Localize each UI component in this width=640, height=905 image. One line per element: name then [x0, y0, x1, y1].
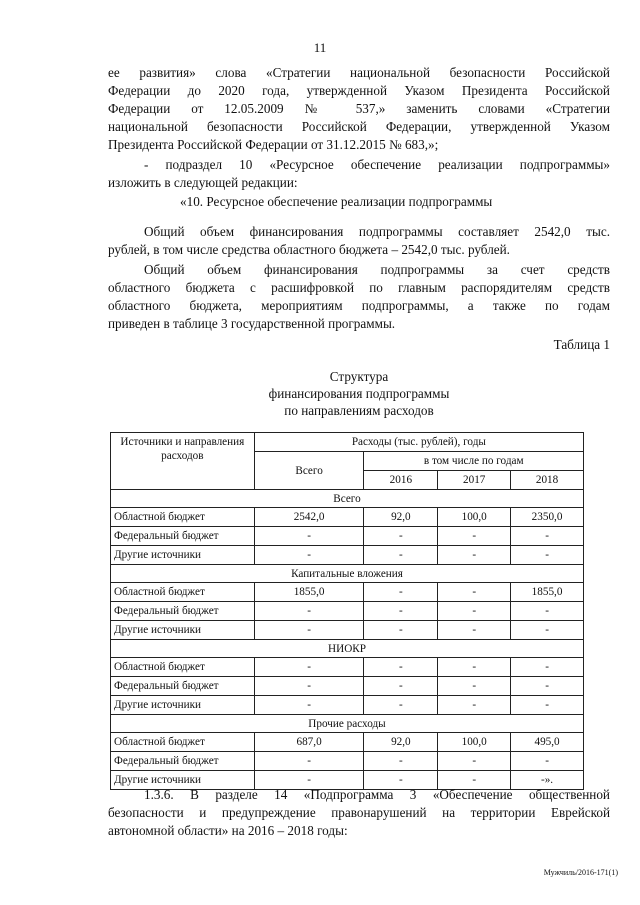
row-label: Федеральный бюджет — [111, 677, 255, 696]
header-year: 2016 — [364, 471, 438, 490]
header-total: Всего — [254, 452, 364, 490]
table-title-line: финансирования подпрограммы — [268, 386, 450, 401]
cell-value: - — [438, 696, 511, 715]
text-line: Федерации до 2020 года, утвержденной Указом Президента Российской — [108, 83, 610, 98]
text-line: приведен в таблице 3 государственной программы. — [108, 316, 396, 331]
text-line: ее развития» слова «Стратегии национальной безопасности Российской — [108, 65, 610, 80]
text-line: Общий объем финансирования подпрограммы составляет 2542,0 тыс. — [144, 224, 610, 239]
financing-table — [110, 432, 584, 790]
table-title-line: по направлениям расходов — [284, 403, 434, 418]
cell-value: 2350,0 — [511, 508, 584, 527]
row-label: Областной бюджет — [111, 658, 255, 677]
text-line: областного бюджета с расшифровкой по главным распорядителям средств — [108, 280, 610, 295]
cell-value: - — [511, 677, 584, 696]
cell-value: - — [364, 752, 438, 771]
text-line: Общий объем финансирования подпрограммы за счет средств — [144, 262, 610, 277]
text-line: областного бюджета, мероприятиям подпрограммы, а также по годам — [108, 298, 610, 313]
table-row — [111, 658, 584, 677]
table-row — [111, 752, 584, 771]
cell-value: - — [364, 696, 438, 715]
table-row — [111, 621, 584, 640]
text-line: Президента Российской Федерации от 31.12.2015 № 683,»; — [108, 137, 439, 152]
table-header-row — [111, 433, 584, 452]
paragraph-3 — [108, 223, 610, 259]
cell-value: - — [254, 602, 364, 621]
cell-value: - — [438, 752, 511, 771]
cell-value: - — [438, 546, 511, 565]
table-title-line: Структура — [329, 369, 389, 384]
header-year: 2018 — [511, 471, 584, 490]
cell-value: - — [438, 621, 511, 640]
table-row — [111, 677, 584, 696]
cell-value: - — [511, 527, 584, 546]
cell-value: 495,0 — [511, 733, 584, 752]
cell-value: - — [364, 583, 438, 602]
cell-value: - — [438, 527, 511, 546]
cell-value: - — [364, 771, 438, 790]
cell-value: - — [254, 527, 364, 546]
table-row — [111, 546, 584, 565]
cell-value: - — [438, 602, 511, 621]
paragraph-1 — [108, 64, 610, 154]
cell-value: - — [254, 771, 364, 790]
paragraph-2 — [108, 156, 610, 192]
header-year: 2017 — [438, 471, 511, 490]
text-line: изложить в следующей редакции: — [108, 175, 298, 190]
cell-value: 1855,0 — [511, 583, 584, 602]
row-label: Областной бюджет — [111, 583, 255, 602]
cell-value: - — [364, 602, 438, 621]
section-heading-block — [108, 193, 610, 211]
cell-value: 2542,0 — [254, 508, 364, 527]
cell-value: - — [254, 696, 364, 715]
cell-value: - — [254, 621, 364, 640]
table-row — [111, 583, 584, 602]
section-title: Капитальные вложения — [111, 565, 584, 583]
row-label: Федеральный бюджет — [111, 602, 255, 621]
row-label: Другие источники — [111, 771, 255, 790]
header-by-year: в том числе по годам — [364, 452, 584, 471]
table-row — [111, 602, 584, 621]
text-line: 1.3.6. В разделе 14 «Подпрограмма 3 «Обеспечение общественной — [144, 787, 610, 802]
section-title: Всего — [111, 490, 584, 508]
table-row — [111, 733, 584, 752]
row-label: Федеральный бюджет — [111, 527, 255, 546]
cell-value: - — [511, 752, 584, 771]
section-row — [111, 565, 584, 583]
section-title: НИОКР — [111, 640, 584, 658]
cell-value: - — [511, 658, 584, 677]
cell-value: - — [438, 583, 511, 602]
text-line: рублей, в том числе средства областного бюджета – 2542,0 тыс. рублей. — [108, 242, 510, 257]
section-row — [111, 715, 584, 733]
cell-value: - — [364, 527, 438, 546]
cell-value: - — [364, 546, 438, 565]
cell-value: - — [511, 602, 584, 621]
cell-value: - — [438, 771, 511, 790]
cell-value: - — [364, 621, 438, 640]
cell-value: - — [364, 658, 438, 677]
row-label: Федеральный бюджет — [111, 752, 255, 771]
cell-value: 92,0 — [364, 733, 438, 752]
cell-value: 100,0 — [438, 508, 511, 527]
document-code: Мужчиль/2016-171(1) — [543, 868, 618, 877]
table-row — [111, 508, 584, 527]
row-label: Областной бюджет — [111, 733, 255, 752]
text-line: национальной безопасности Российской Федерации, утвержденной Указом — [108, 119, 610, 134]
cell-value: - — [364, 677, 438, 696]
cell-value: -». — [511, 771, 584, 790]
text-line: безопасности и предупреждение правонарушений на территории Еврейской — [108, 805, 610, 820]
cell-value: 1855,0 — [254, 583, 364, 602]
cell-value: - — [254, 546, 364, 565]
cell-value: - — [438, 677, 511, 696]
row-label: Другие источники — [111, 621, 255, 640]
table-row — [111, 696, 584, 715]
row-label: Областной бюджет — [111, 508, 255, 527]
cell-value: - — [511, 546, 584, 565]
cell-value: - — [511, 696, 584, 715]
page-number: 11 — [313, 40, 327, 55]
cell-value: - — [254, 752, 364, 771]
text-line: Федерации от 12.05.2009 № 537,» заменить словами «Стратегии — [108, 101, 610, 116]
cell-value: - — [511, 621, 584, 640]
cell-value: - — [254, 658, 364, 677]
cell-value: 687,0 — [254, 733, 364, 752]
paragraph-5 — [108, 786, 610, 840]
row-label: Другие источники — [111, 696, 255, 715]
section-row — [111, 640, 584, 658]
cell-value: 100,0 — [438, 733, 511, 752]
cell-value: - — [438, 658, 511, 677]
table-label: Таблица 1 — [553, 337, 610, 352]
section-row — [111, 490, 584, 508]
header-source: Источники и направления расходов — [111, 433, 255, 490]
section-title: Прочие расходы — [111, 715, 584, 733]
text-line: - подраздел 10 «Ресурсное обеспечение реализации подпрограммы» — [144, 157, 610, 172]
table-title — [108, 368, 610, 419]
header-expenses: Расходы (тыс. рублей), годы — [254, 433, 583, 452]
text-line: автономной области» на 2016 – 2018 годы: — [108, 823, 348, 838]
cell-value: 92,0 — [364, 508, 438, 527]
cell-value: - — [254, 677, 364, 696]
section-heading: «10. Ресурсное обеспечение реализации подпрограммы — [180, 194, 493, 209]
paragraph-4 — [108, 261, 610, 333]
row-label: Другие источники — [111, 546, 255, 565]
table-row — [111, 527, 584, 546]
